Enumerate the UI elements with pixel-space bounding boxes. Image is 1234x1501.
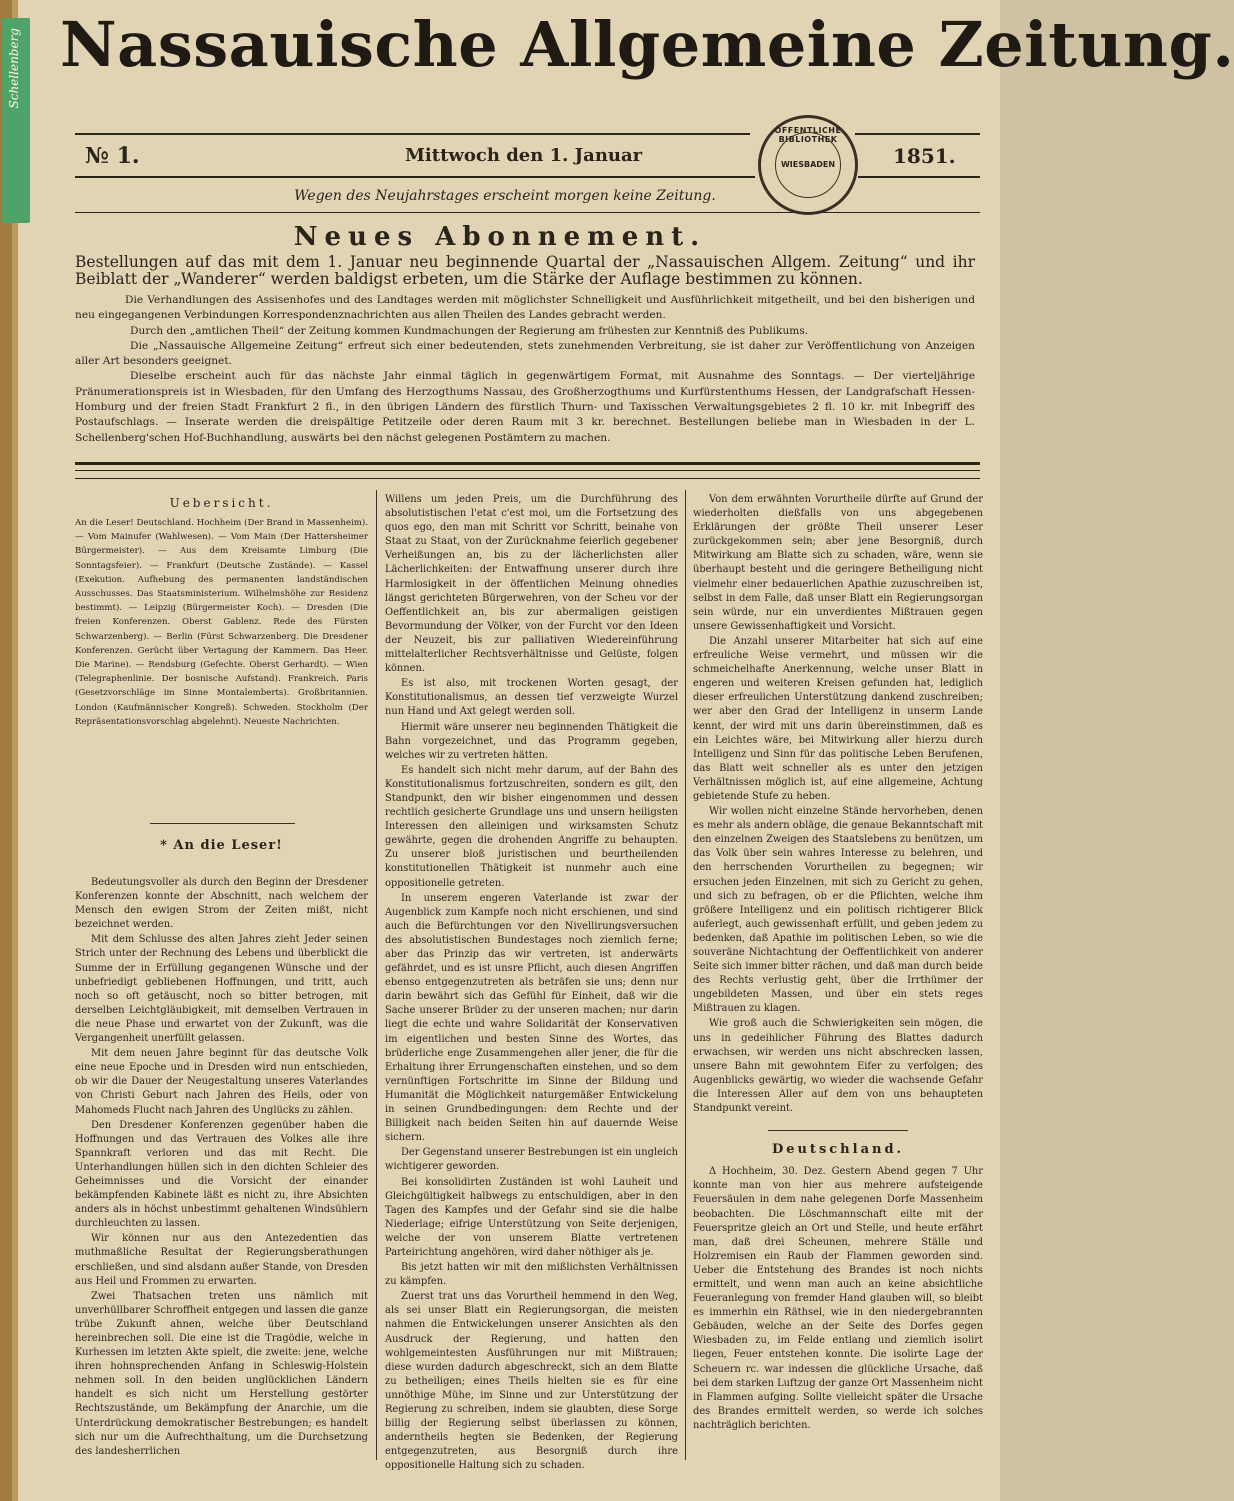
col3-paragraph: Wir wollen nicht einzelne Stände hervorheben, denen es mehr als andern obläge, die genaue Bekanntschaft mit den einzelnen Zweigen des Staatslebens zu benützen, um das Volk über sein wahres Interesse zu belehren, und den herrschenden Vorurtheilen zu begegnen; wir ersuchen jeden Einzelnen, mit sich zu Gericht zu gehen, und sich zu befragen, ob er die Pflichten, welche ihm größere Intelligenz und ein politisch richtigerer Blick auferlegt, auch gewissenhaft erfüllt, und geben jedem zu bedenken, daß Apathie im politischen Leben, so wie die souveräne Nichtachtung der Oeffentlichkeit von anderer Seite sich immer bitter rächen, und daß man durch beide des Rechts verlustig geht, über die Irrthümer der ungebildeten Massen, und über ein stets reges Mißtrauen zu klagen. — [693, 806, 983, 1015]
toc-end-rule — [150, 823, 295, 824]
col1-paragraph: Wir können nur aus den Antezedentien das muthmaßliche Resultat der Regierungsberathungen erschließen, und sind alsdann außer Stande, von Dresden aus Heil und Frommen zu erwarten. — [75, 1233, 368, 1287]
abonnement-paragraph: Dieselbe erscheint auch für das nächste Jahr einmal täglich in gegenwärtigem Format, mit Ausnahme des Sonntags. — Der vierteljährige Pränumerationspreis ist in Wiesbaden, für den Umfang des Herzogthums Nassau, des Großherzogthums und Kurfürstenthums Hessen, der Landgrafschaft Hessen-Homburg und der freien Stadt Frankfurt 2 fl., in den übrigen Ländern des fürstlich Thurn- und Taxisschen Verwaltungsgebietes 2 fl. 10 kr. mit Inbegriff des Postaufschlags. — Inserate werden die dreispältige Petitzeile oder deren Raum mit 3 kr. berechnet. Bestellungen beliebe man in Wiesbaden in der L. Schellenberg'schen Hof-Buchhandlung, auswärts bei den nächst gelegenen Postämtern zu machen. — [75, 370, 975, 444]
deutschland-heading: Deutschland. — [771, 1142, 905, 1158]
column-separator-2 — [685, 490, 686, 1460]
column-2-body — [385, 493, 679, 1472]
col1-paragraph: Mit dem Schlusse des alten Jahres zieht Jeder seinen Strich unter der Rechnung des Lebens und überblickt die Summe der in Erfüllung gegangenen Wünsche und der unbefriedigt gebliebenen Hoffnungen, und tritt, auch noch so oft getäuscht, noch so bitter betrogen, mit derselben Leichtgläubigkeit, mit demselben Vertrauen in die neue Phase und erwartet von der Zukunft, was die Vergangenheit unerfüllt gelassen. — [75, 934, 368, 1045]
col2-paragraph: Bis jetzt hatten wir mit den mißlichsten Verhältnissen zu kämpfen. — [385, 1262, 678, 1288]
abonnement-title: Neues Abonnement. — [293, 222, 707, 252]
col1-paragraph: Bedeutungsvoller als durch den Beginn der Dresdener Konferenzen konnte der Abschnitt, nach welchem der Mensch den ewigen Strom der Zeiten mißt, nicht bezeichnet werden. — [75, 877, 368, 931]
rule-under-date — [75, 176, 755, 178]
section-double-rule-1 — [75, 462, 980, 465]
abonnement-paragraph: Die „Nassauische Allgemeine Zeitung“ erfreut sich einer bedeutenden, stets zunehmenden Verbreitung, sie ist daher zur Veröffentlichung von Anzeigen aller Art besonders geeignet. — [75, 339, 975, 368]
col2-paragraph: Willens um jeden Preis, um die Durchführung des absolutistischen l'etat c'est moi, um die Fortsetzung des quos ego, den man mit Schritt vor Schritt, beinahe von Staat zu Staat, von der Zurücknahme feierlich gegebener Verheißungen an, bis zu der lächerlichsten aller Lächerlichkeiten: der Entwaffnung unserer durch ihre Harmlosigkeit in der öffentlichen Meinung ohnedies längst gerichteten Bürgerwehren, von der Scheu vor der Oeffentlichkeit an, bis zur abermaligen geistigen Bevormundung der Völker, von der Furcht vor den Ideen der Neuzeit, bis zur palliativen Wiedereinführung mittelalterlicher Rechtsverhältnisse und Gelüste, folgen können. — [385, 494, 678, 675]
col2-paragraph: Zuerst trat uns das Vorurtheil hemmend in den Weg, als sei unser Blatt ein Regierungsorgan, die meisten nahmen die Entwickelungen unserer Ansichten als den Ausdruck der Regierung, und hatten den wohlgemeintesten Ausführungen nur mit Mißtrauen; diese wurden dadurch abgeschreckt, sich an dem Blatte zu betheiligen; eines Theils hielten sie es für eine unnöthige Mühe, im Sinne und zur Unterstützung der Regierung zu schreiben, indem sie glaubten, diese Sorge billig der Regierung selbst überlassen zu können, anderntheils hegten sie Bedenken, der Regierung entgegenzutreten, aus Besorgniß durch ihre oppositionelle Haltung sich zu schaden. — [385, 1291, 678, 1472]
col1-paragraph: Zwei Thatsachen treten uns nämlich mit unverhüllbarer Schroffheit entgegen und lassen die ganze trübe Zukunft ahnen, welche über Deutschland hereinbrechen soll. Die eine ist die Tragödie, welche in Kurhessen im letzten Akte spielt, die zweite: jene, welche ihren hohnsprechenden Anfang in Schleswig-Holstein nehmen soll. In den beiden unglücklichen Ländern handelt es sich nicht um Herstellung gestörter Rechtszustände, um Bekämpfung der Anarchie, um die Unterdrückung demokratischer Bestrebungen; es handelt sich nur um die Aufrechthaltung, um die Durchsetzung des landesherrlichen — [75, 1290, 368, 1457]
col2-paragraph: Bei konsolidirten Zuständen ist wohl Lauheit und Gleichgültigkeit halbwegs zu entschuldigen, aber in den Tagen des Kampfes und der Gefahr sind sie die halbe Niederlage; eifrige Unterstützung von Seite derjenigen, welche der von unserem Blatte vertretenen Parteirichtung angehören, wird daher nöthiger als je. — [385, 1176, 678, 1258]
toc-text: An die Leser! Deutschland. Hochheim (Der Brand in Massenheim). — Vom Mainufer (Wahlwesen). — Vom Main (Der Hattersheimer Bürgermeister). — Aus dem Kreisamte Limburg (Die Sonntagsfeier). — Frankfurt (Deutsche Zustände). — Kassel (Exekution. Aufhebung des permanenten landständischen Ausschusses. Das Staatsministerium. Wilhelmshöhe zur Residenz bestimmt). — Leipzig (Bürgermeister Koch). — Dresden (Die freien Konferenzen. Oberst Gablenz. Rede des Fürsten Schwarzenberg). — Berlin (Fürst Schwarzenberg. Die Dresdener Konferenzen. Gerücht über Vertagung der Kammern. Das Heer. Die Marine). — Rendsburg (Gefechte. Oberst Gerhardt). — Wien (Telegraphenlinie. Der bosnische Aufstand). Frankreich. Paris (Gesetzvorschläge im Sinne Montalemberts). Großbritannien. London (Kaufmännischer Kongreß). Schweden. Stockholm (Der Repräsentationsvorschlag abgelehnt). Neueste Nachrichten. — [75, 518, 368, 727]
col3-paragraph: Die Anzahl unserer Mitarbeiter hat sich auf eine erfreuliche Weise vermehrt, und müssen wir die schmeichelhafte Anerkennung, welche unser Blatt in engeren und weiteren Kreisen gefunden hat, lediglich dieser erfreulichen Unterstützung dankend zuschreiben; wer aber den Grad der Intelligenz in unserm Lande kennt, der wird mit uns darin übereinstimmen, daß es ein Leichtes wäre, bei Mitwirkung aller hierzu durch Intelligenz und Sinn für das politische Leben Berufenen, das Blatt weit schneller als es unter den jetzigen Verhältnissen möglich ist, auf eine allgemeine, Achtung gebietende Stufe zu heben. — [693, 635, 983, 802]
abonnement-lead: Bestellungen auf das mit dem 1. Januar neu beginnende Quartal der „Nassauischen Allgem. Zeitung“ und ihr Beiblatt der „Wanderer“ werden baldigst erbeten, um die Stärke der Auflage bestimmen zu können. — [75, 253, 975, 288]
col1-paragraph: Den Dresdener Konferenzen gegenüber haben die Hoffnungen und das Vertrauen des Volkes alle ihre Spannkraft verloren und das mit Recht. Die Unterhandlungen hüllen sich in den dichten Schleier des Geheimnisses und die Vorsicht der einander bekämpfenden Kabinete läßt es nicht zu, ihre Absichten anders als in höchst unbestimmt gehaltenen Windsühlern durchleuchten zu lassen. — [75, 1119, 368, 1230]
col2-paragraph: Hiermit wäre unserer neu beginnenden Thätigkeit die Bahn vorgezeichnet, und das Programm gegeben, welches wir zu vertreten hätten. — [385, 721, 678, 761]
rule-under-date-right — [858, 176, 980, 178]
issue-year: 1851. — [893, 144, 956, 168]
abonnement-body — [75, 293, 975, 446]
stamp-center-text: WIESBADEN — [780, 160, 836, 169]
abonnement-paragraph: Die Verhandlungen des Assisenhofes und des Landtages werden mit möglichster Schnelligkeit und Ausführlichkeit mitgetheilt, und bei den bisherigen und neu eingegangenen Verbindungen Korrespondenznachrichten aus allen Theilen des Landes gebracht werden. — [75, 294, 975, 322]
col2-paragraph: In unserem engeren Vaterlande ist zwar der Augenblick zum Kampfe noch nicht erschienen, und sind auch die Befürchtungen vor den Nivellirungsversuchen des absolutistischen Bundestages noch ziemlich ferne; aber das Prinzip das wir vertreten, ist anderwärts gefährdet, und es ist unsre Pflicht, auch diesen Angriffen ebenso entgegenzutreten als beträfen sie uns; denn nur darin bewährt sich das Gefühl für Einheit, daß wir die Sache unserer Brüder zu der unseren machen; nur darin liegt die echte und wahre Solidarität der Konservativen im eigentlichen und besten Sinne des Wortes, das brüderliche enge Zusammengehen aller jener, die für die Erhaltung ihrer Errungenschaften einstehen, und so dem vernünftigen Fortschritte im Sinne der Bildung und Humanität die Möglichkeit naturgemäßer Entwickelung in seinen Grundbedingungen: dem Rechte und der Billigkeit nach beiden Seiten hin auf dauernde Weise sichern. — [385, 892, 678, 1144]
issue-date: Mittwoch den 1. Januar — [405, 145, 643, 166]
rule-top — [75, 133, 750, 135]
issue-number: № 1. — [85, 143, 140, 169]
section-double-rule-2 — [75, 470, 980, 471]
column-separator-1 — [376, 490, 377, 1460]
section-double-rule-3 — [75, 478, 980, 479]
col3-paragraph: Wie groß auch die Schwierigkeiten sein mögen, die uns in gedeihlicher Führung des Blattes dadurch erwachsen, wir werden uns nicht abschrecken lassen, unsere Bahn mit gewohntem Eifer zu verfolgen; des Augenblicks gewärtig, wo wieder die wachsende Gefahr die Interessen Aller auf dem von uns behaupteten Standpunkt vereint. — [693, 1018, 983, 1115]
rule-top-right — [855, 133, 980, 135]
library-tab — [2, 18, 30, 223]
col3-news-paragraph: Δ Hochheim, 30. Dez. Gestern Abend gegen 7 Uhr konnte man von hier aus mehrere aufsteigende Feuersäulen in dem nahe gelegenen Dorfe Massenheim beobachten. Die Löschmannschaft eilte mit der Feuerspritze gleich an Ort und Stelle, und heute erfährt man, daß drei Scheunen, mehrere Ställe und Holzremisen ein Raub der Flammen geworden sind. Ueber die Entstehung des Brandes ist noch nichts ermittelt, und wenn man auch an keine absichtliche Feueranlegung von fremder Hand glauben will, so bleibt es immerhin ein Räthsel, wie in den niedergebrannten Gebäuden, welche an der Seite des Dorfes gegen Wiesbaden zu, im Felde entlang und ziemlich isolirt liegen, Feuer entstehen konnte. Die isolirte Lage der Scheuern rc. war indessen die glückliche Ursache, daß bei dem starken Luftzug der ganze Ort Massenheim nicht in Flammen aufging. Sollte vielleicht später die Ursache des Brandes ermittelt werden, so werde ich solches nachträglich berichten. — [693, 1166, 983, 1431]
toc-title: Uebersicht. — [169, 496, 274, 510]
col2-paragraph: Der Gegenstand unserer Bestrebungen ist ein ungleich wichtigerer geworden. — [385, 1147, 679, 1173]
tab-label: Schellenberg — [7, 28, 21, 109]
rule-under-notice — [75, 212, 980, 213]
abonnement-paragraph: Durch den „amtlichen Theil“ der Zeitung kommen Kundmachungen der Regierung am frühesten zur Kenntniß des Publikums. — [130, 324, 809, 337]
col1-paragraph: Mit dem neuen Jahre beginnt für das deutsche Volk eine neue Epoche und in Dresden wird nun entschieden, ob wir die Dauer der Neugestaltung unseres Vaterlandes von Christi Geburt nach Jahren des Heils, oder von Mahomeds Flucht nach Jahren des Unglücks zu zählen. — [75, 1048, 368, 1116]
stamp-ring-text: ÖFFENTLICHE BIBLIOTHEK — [774, 126, 842, 144]
col2-paragraph: Es handelt sich nicht mehr darum, auf der Bahn des Konstitutionalismus fortzuschreiten, sondern es gilt, den Standpunkt, den wir bisher eingenommen und dessen rechtlich gesicherte Grundlage uns und unsern heiligsten Interessen den alleinigen und wirksamsten Schutz gewährte, gegen die drohenden Angriffe zu behaupten. Zu unserer bloß juristischen und beurtheilenden konstitutionellen Thätigkeit ist nunmehr auch eine oppositionelle getreten. — [385, 764, 678, 889]
column-1-body — [75, 876, 368, 1466]
masthead-title: Nassauische Allgemeine Zeitung. — [60, 8, 1234, 81]
col3-paragraph: Von dem erwähnten Vorurtheile dürfte auf Grund der wiederholten dießfalls von uns abgegebenen Erklärungen der größte Theil unserer Leser zurückgekommen sein; aber jene Besorgniß, durch Mitwirkung am Blatte sich zu schaden, wäre, wenn sie überhaupt besteht und die geringere Betheiligung nicht vielmehr einer bedauerlichen Apathie zuzuschreiben ist, selbst in dem Falle, daß unser Blatt ein Regierungsorgan sein würde, nur ein unverdientes Mißtrauen gegen unsere Gewissenhaftigkeit und Vorsicht. — [693, 494, 983, 632]
column-3-body — [693, 493, 983, 1463]
col2-paragraph: Es ist also, mit trockenen Worten gesagt, der Konstitutionalismus, an dessen tief verzweigte Wurzel nun Hand und Axt gelegt werden soll. — [385, 678, 678, 718]
col3-end-rule — [768, 1130, 908, 1131]
col1-heading: * An die Leser! — [160, 838, 283, 853]
holiday-notice: Wegen des Neujahrstages erscheint morgen keine Zeitung. — [294, 188, 716, 204]
